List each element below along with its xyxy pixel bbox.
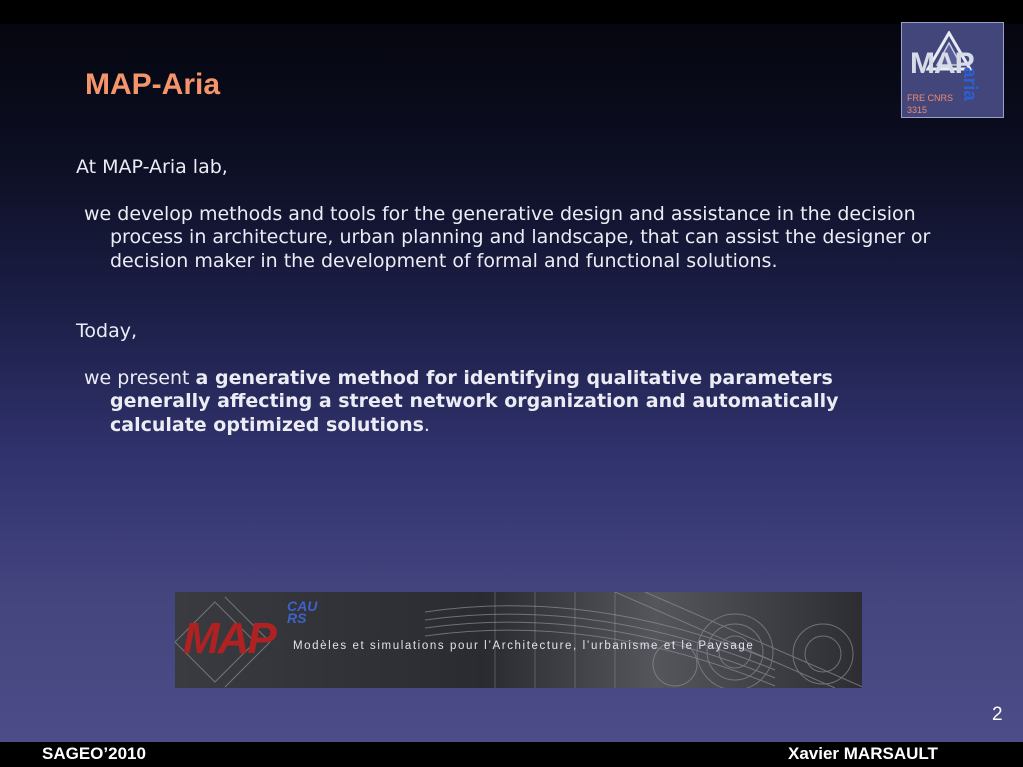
- map-banner: [175, 592, 862, 688]
- logo-map-text: MAP: [910, 47, 974, 80]
- today-text: Today,: [76, 320, 137, 342]
- slide-body: [76, 156, 936, 437]
- paragraph-presentation: [76, 367, 936, 438]
- logo-subtitle: [907, 92, 953, 116]
- top-bar: [0, 0, 1023, 24]
- logo-aria-text: aria: [959, 67, 980, 101]
- banner-brand-suffix: [287, 600, 317, 624]
- footer-conference: SAGEO’2010: [42, 744, 146, 763]
- banner-brand-text: MAP: [183, 614, 275, 663]
- footer-bar: [0, 742, 1023, 767]
- slide-title: MAP-Aria: [85, 68, 221, 101]
- intro-text: At MAP-Aria lab,: [76, 156, 228, 178]
- banner-brand-suffix-line1: CAU: [287, 598, 318, 614]
- paragraph-methods: we develop methods and tools for the generative design and assistance in the decision process in architecture, urban planning and landscape, that can assist the designer or decision maker in the development of formal and functional solutions.: [84, 202, 931, 272]
- map-aria-logo: [901, 22, 1004, 118]
- logo-subtitle-line1: FRE CNRS: [907, 93, 954, 103]
- banner-tagline: Modèles et simulations pour l’Architecture, l’urbanisme et le Paysage: [293, 640, 755, 652]
- paragraph-presentation-bold: a generative method for identifying qualitative parameters generally affecting a street network organization and automatically calculate optimized solutions: [110, 366, 839, 436]
- footer-author: Xavier MARSAULT: [788, 744, 938, 763]
- page-number: 2: [992, 704, 1003, 725]
- paragraph-presentation-suffix: .: [423, 413, 430, 436]
- banner-brand-suffix-line2: RS: [287, 610, 307, 626]
- paragraph-presentation-prefix: we present: [84, 366, 196, 389]
- logo-subtitle-line2: 3315: [907, 105, 928, 115]
